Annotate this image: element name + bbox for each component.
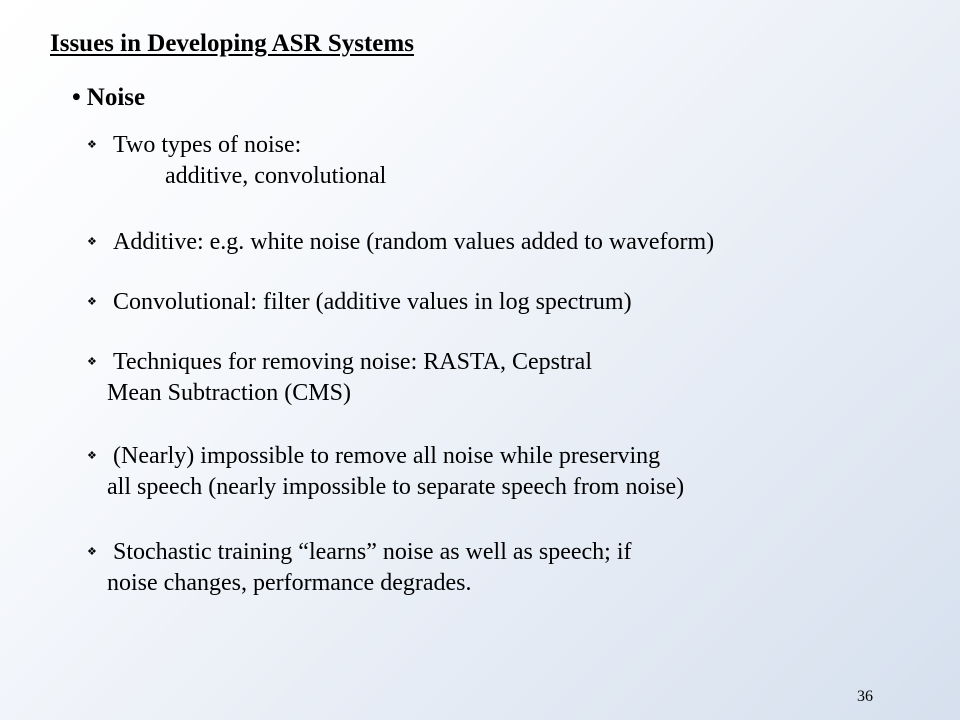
page-number: 36 <box>857 688 873 705</box>
bullet-text: Convolutional: filter (additive values in log spectrum) <box>113 289 632 315</box>
diamond-bullet-icon: ❖ <box>87 546 97 558</box>
bullet-text: (Nearly) impossible to remove all noise while preserving <box>113 443 661 469</box>
bullet-text: Additive: e.g. white noise (random values added to waveform) <box>113 229 715 255</box>
round-bullet-icon: • <box>72 84 81 111</box>
bullet-text-continued: all speech (nearly impossible to separate speech from noise) <box>107 474 685 500</box>
diamond-bullet-icon: ❖ <box>87 356 97 368</box>
bullet-text-continued: Mean Subtraction (CMS) <box>107 380 351 406</box>
bullet-text: Stochastic training “learns” noise as well as speech; if <box>113 539 632 565</box>
section-heading-label: Noise <box>86 84 146 111</box>
slide-title: Issues in Developing ASR Systems <box>50 30 414 57</box>
bullet-text-continued: noise changes, performance degrades. <box>107 570 472 596</box>
bullet-text: Techniques for removing noise: RASTA, Cepstral <box>113 349 592 375</box>
bullet-text: Two types of noise: <box>113 132 302 158</box>
diamond-bullet-icon: ❖ <box>87 450 97 462</box>
bullet-text-continued: additive, convolutional <box>165 163 387 189</box>
diamond-bullet-icon: ❖ <box>87 296 97 308</box>
diamond-bullet-icon: ❖ <box>87 139 97 151</box>
diamond-bullet-icon: ❖ <box>87 236 97 248</box>
section-heading <box>72 84 145 112</box>
